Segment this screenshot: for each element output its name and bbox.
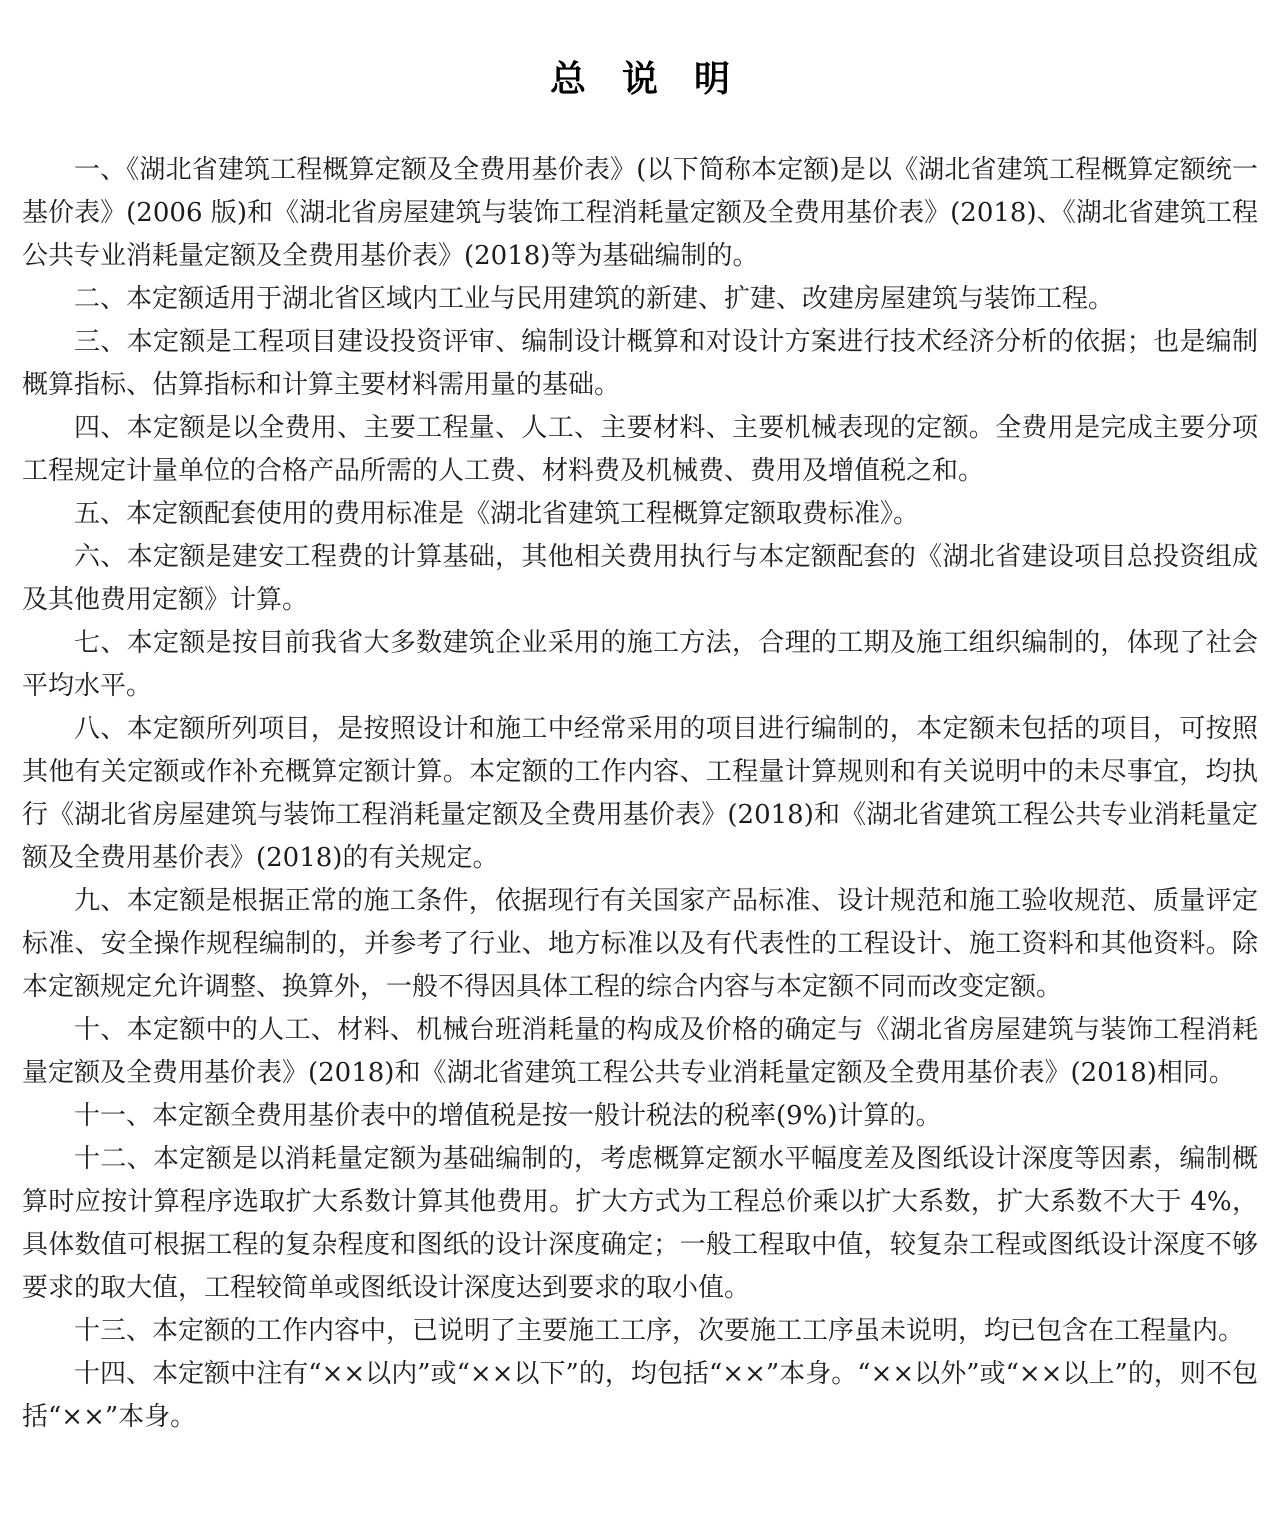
paragraph-07: 七、本定额是按目前我省大多数建筑企业采用的施工方法，合理的工期及施工组织编制的，体现了社会平均水平。 <box>22 628 1258 701</box>
paragraph-13: 十三、本定额的工作内容中，已说明了主要施工工序，次要施工工序虽未说明，均已包含在工程量内。 <box>74 1316 1245 1346</box>
document-body <box>22 149 1258 1439</box>
paragraph-01: 一、《湖北省建筑工程概算定额及全费用基价表》(以下简称本定额)是以《湖北省建筑工程概算定额统一基价表》(2006 版)和《湖北省房屋建筑与装饰工程消耗量定额及全费用基价表》(2018)、《湖北省建筑工程公共专业消耗量定额及全费用基价表》(2018)等为基础编制的。 <box>22 155 1258 271</box>
paragraph-04: 四、本定额是以全费用、主要工程量、人工、主要材料、主要机械表现的定额。全费用是完成主要分项工程规定计量单位的合格产品所需的人工费、材料费及机械费、费用及增值税之和。 <box>22 413 1258 486</box>
paragraph-06: 六、本定额是建安工程费的计算基础，其他相关费用执行与本定额配套的《湖北省建设项目总投资组成及其他费用定额》计算。 <box>22 542 1258 615</box>
paragraph-14: 十四、本定额中注有“××以内”或“××以下”的，均包括“××”本身。“××以外”或“××以上”的，则不包括“××”本身。 <box>22 1359 1258 1432</box>
page-title: 总 说 明 <box>549 58 730 100</box>
paragraph-08: 八、本定额所列项目，是按照设计和施工中经常采用的项目进行编制的，本定额未包括的项目，可按照其他有关定额或作补充概算定额计算。本定额的工作内容、工程量计算规则和有关说明中的未尽事宜，均执行《湖北省房屋建筑与装饰工程消耗量定额及全费用基价表》(2018)和《湖北省建筑工程公共专业消耗量定额及全费用基价表》(2018)的有关规定。 <box>22 714 1258 873</box>
paragraph-02: 二、本定额适用于湖北省区域内工业与民用建筑的新建、扩建、改建房屋建筑与装饰工程。 <box>74 284 1115 314</box>
paragraph-10: 十、本定额中的人工、材料、机械台班消耗量的构成及价格的确定与《湖北省房屋建筑与装饰工程消耗量定额及全费用基价表》(2018)和《湖北省建筑工程公共专业消耗量定额及全费用基价表》(2018)相同。 <box>22 1015 1258 1088</box>
paragraph-12: 十二、本定额是以消耗量定额为基础编制的，考虑概算定额水平幅度差及图纸设计深度等因素，编制概算时应按计算程序选取扩大系数计算其他费用。扩大方式为工程总价乘以扩大系数，扩大系数不大于 4%，具体数值可根据工程的复杂程度和图纸的设计深度确定；一般工程取中值，较复杂工程或图纸设计深度不够要求的取大值，工程较简单或图纸设计深度达到要求的取小值。 <box>22 1144 1258 1303</box>
paragraph-11: 十一、本定额全费用基价表中的增值税是按一般计税法的税率(9%)计算的。 <box>74 1101 942 1131</box>
paragraph-03: 三、本定额是工程项目建设投资评审、编制设计概算和对设计方案进行技术经济分析的依据；也是编制概算指标、估算指标和计算主要材料需用量的基础。 <box>22 327 1258 400</box>
paragraph-05: 五、本定额配套使用的费用标准是《湖北省建筑工程概算定额取费标准》。 <box>74 499 920 529</box>
paragraph-09: 九、本定额是根据正常的施工条件，依据现行有关国家产品标准、设计规范和施工验收规范、质量评定标准、安全操作规程编制的，并参考了行业、地方标准以及有代表性的工程设计、施工资料和其他资料。除本定额规定允许调整、换算外，一般不得因具体工程的综合内容与本定额不同而改变定额。 <box>22 886 1258 1002</box>
